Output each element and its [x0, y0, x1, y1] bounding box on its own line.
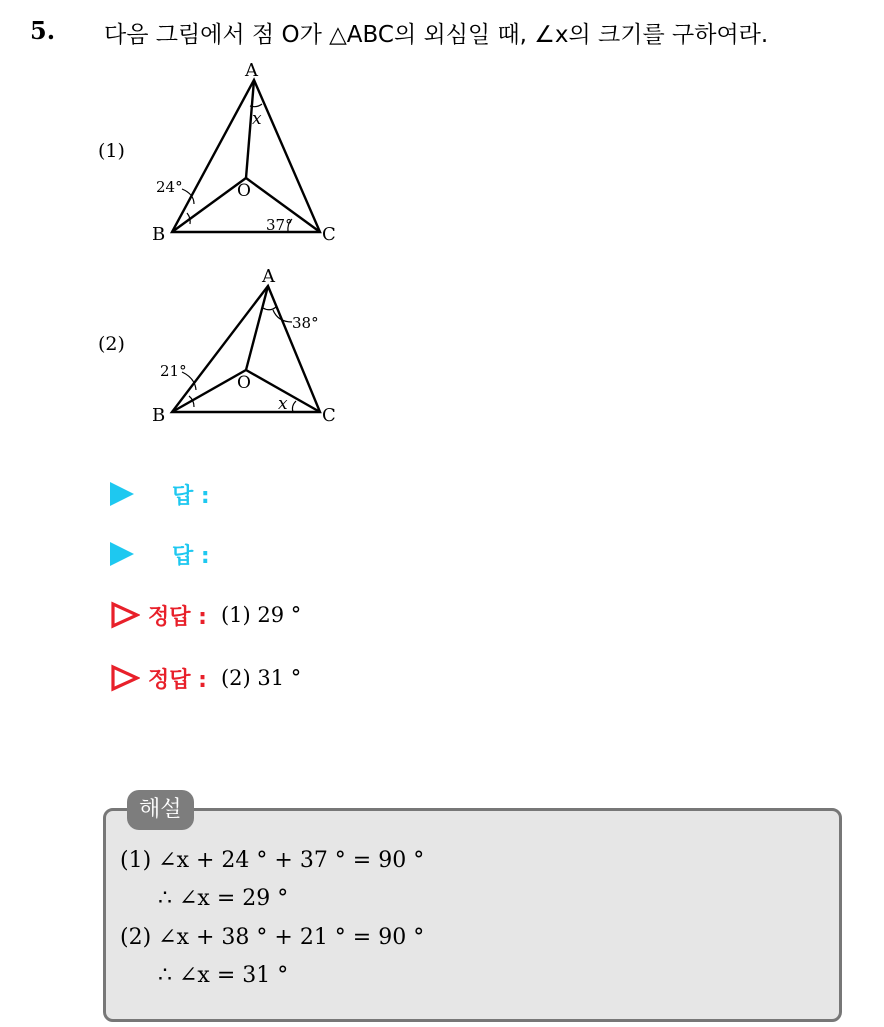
figure-1-diagram — [140, 58, 350, 248]
explanation-line-2: ∴ ∠x = 29 ° — [158, 886, 289, 911]
fig1-angle-x: x — [252, 109, 262, 129]
answer-blank-2 — [110, 539, 210, 569]
fig2-vertex-o: O — [237, 373, 251, 393]
fig1-angle-37: 37° — [266, 216, 293, 234]
answer-label: 답 : — [172, 543, 210, 569]
outline-triangle-icon — [110, 601, 140, 629]
fig2-vertex-a: A — [262, 266, 275, 287]
correct-answer-value: (2) 31 ° — [220, 666, 302, 690]
fig1-vertex-c: C — [322, 224, 336, 245]
play-marker-icon — [110, 482, 134, 506]
question-text: 다음 그림에서 점 O가 △ABC의 외심일 때, ∠x의 크기를 구하여라. — [104, 22, 769, 48]
fig1-vertex-o: O — [237, 181, 251, 201]
correct-answer-1 — [110, 600, 301, 630]
explanation-line-3: (2) ∠x + 38 ° + 21 ° = 90 ° — [120, 925, 425, 950]
correct-answer-value: (1) 29 ° — [220, 603, 302, 627]
fig2-vertex-b: B — [152, 405, 166, 426]
fig2-angle-x: x — [278, 394, 288, 414]
figure-1-label: (1) — [98, 140, 125, 162]
figure-2-diagram — [140, 262, 350, 432]
explanation-line-1: (1) ∠x + 24 ° + 37 ° = 90 ° — [120, 848, 425, 873]
correct-answer-label: 정답 : — [148, 604, 207, 630]
correct-answer-label: 정답 : — [148, 667, 207, 693]
answer-label: 답 : — [172, 483, 210, 509]
fig1-angle-24: 24° — [156, 178, 183, 196]
play-marker-icon — [110, 542, 134, 566]
explanation-box — [103, 808, 842, 1022]
figure-2-label: (2) — [98, 333, 125, 355]
question-number: 5. — [30, 16, 56, 45]
explanation-line-4: ∴ ∠x = 31 ° — [158, 963, 289, 988]
fig1-vertex-a: A — [245, 60, 258, 81]
fig1-vertex-b: B — [152, 224, 166, 245]
correct-answer-2 — [110, 663, 301, 693]
outline-triangle-icon — [110, 664, 140, 692]
fig2-angle-21: 21° — [160, 362, 187, 380]
fig2-vertex-c: C — [322, 405, 336, 426]
fig2-angle-38: 38° — [292, 314, 319, 332]
answer-blank-1 — [110, 479, 210, 509]
explanation-title: 해설 — [127, 790, 194, 830]
